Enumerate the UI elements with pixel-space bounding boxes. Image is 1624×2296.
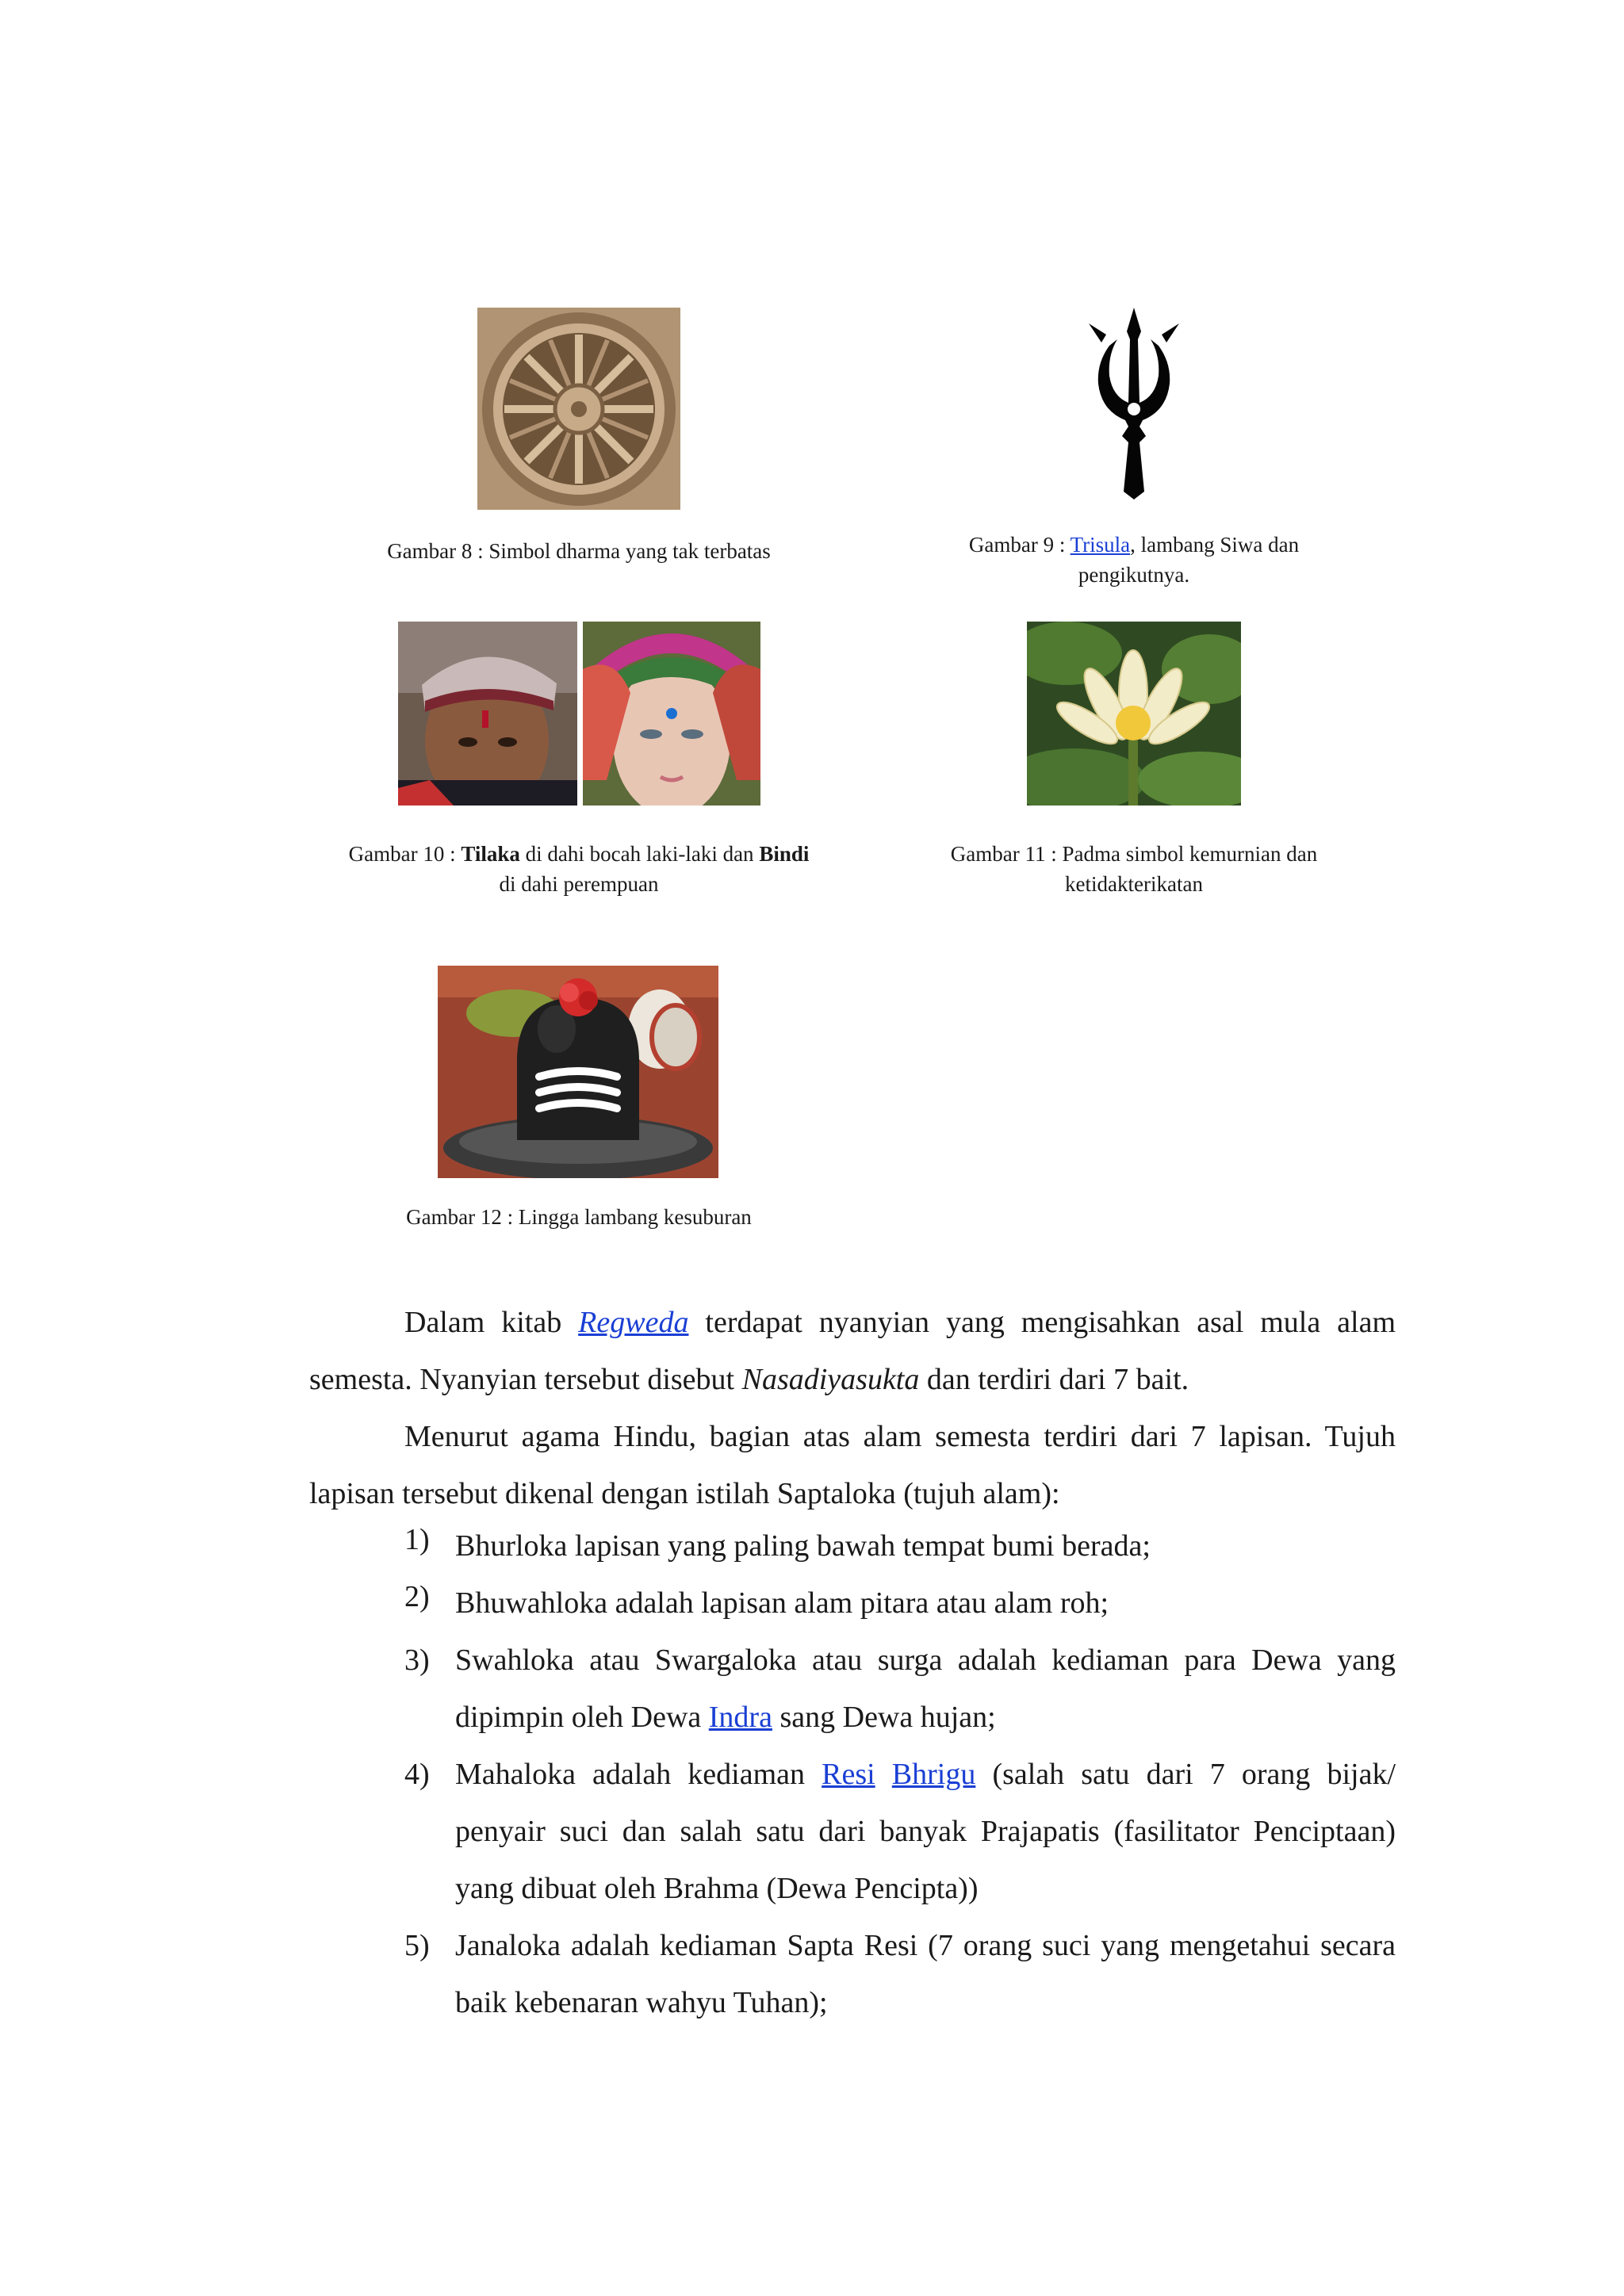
figure-8-caption: Gambar 8 : Simbol dharma yang tak terbatas xyxy=(387,539,771,563)
figure-trisula xyxy=(1082,308,1185,499)
bhrigu-link[interactable]: Bhrigu xyxy=(891,1758,976,1791)
paragraph-saptaloka: Menurut agama Hindu, bagian atas alam semesta terdiri dari 7 lapisan. Tujuh lapisan tersebut dikenal dengan istilah Saptaloka (tujuh alam): xyxy=(309,1420,1396,1510)
figure-10-caption: Gambar 10 : Tilaka di dahi bocah laki-laki dan Bindi di dahi perempuan xyxy=(348,842,810,896)
figure-12-caption: Gambar 12 : Lingga lambang kesuburan xyxy=(406,1205,752,1229)
list-item: 1) Bhurloka lapisan yang paling bawah tempat bumi berada; xyxy=(404,1523,1151,1563)
figure-dharma-wheel xyxy=(477,308,680,510)
paragraph-regweda: Dalam kitab Regweda terdapat nyanyian yang mengisahkan asal mula alam semesta. Nyanyian tersebut disebut Nasadiyasukta dan terdiri dari 7 bait. xyxy=(309,1306,1396,1396)
figure-11-caption: Gambar 11 : Padma simbol kemurnian dan ketidakterikatan xyxy=(950,842,1318,896)
list-item: 2) Bhuwahloka adalah lapisan alam pitara atau alam roh; xyxy=(404,1580,1109,1620)
figure-tilaka-boy xyxy=(398,622,577,806)
resi-link[interactable]: Resi xyxy=(822,1758,875,1791)
figure-9-caption: Gambar 9 : Trisula, lambang Siwa dan pengikutnya. xyxy=(968,533,1300,587)
regweda-link[interactable]: Regweda xyxy=(578,1306,689,1339)
figure-lingga xyxy=(438,966,718,1178)
figure-lotus xyxy=(1027,622,1241,806)
indra-link[interactable]: Indra xyxy=(708,1701,772,1734)
figure-bindi-girl xyxy=(583,622,760,806)
trisula-link[interactable]: Trisula xyxy=(1070,533,1131,557)
